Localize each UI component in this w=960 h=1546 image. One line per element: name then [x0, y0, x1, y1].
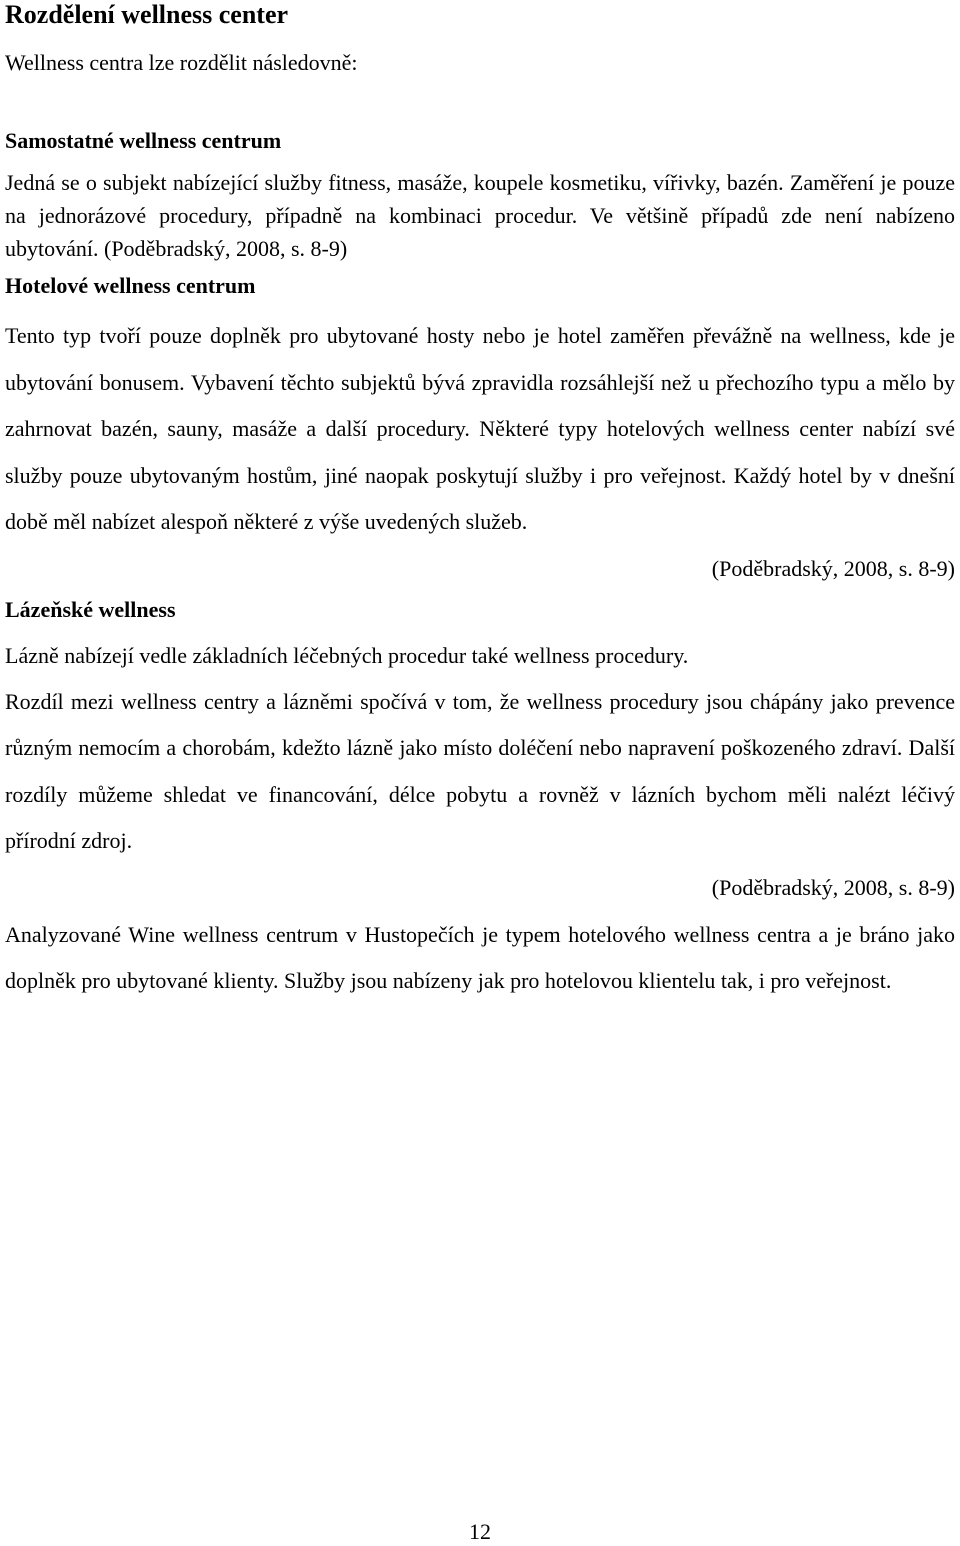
- section-title: Rozdělení wellness center: [5, 0, 289, 29]
- paragraph-spa-difference: Rozdíl mezi wellness centry a lázněmi spočívá v tom, že wellness procedury jsou chápány jako prevence různým nemocím a chorobám, kdežto lázně jako místo doléčení nebo napravení poškozeného zdraví. Další rozdíly můžeme shledat ve financování, délce pobytu a rovněž v lázních bychom měli nalézt léčivý přírodní zdroj.: [5, 688, 955, 853]
- spacer: [5, 78, 955, 126]
- heading-spa-wellness: Lázeňské wellness: [5, 596, 176, 622]
- paragraph-spa-intro: Lázně nabízejí vedle základních léčebných procedur také wellness procedury.: [5, 642, 689, 668]
- paragraph-conclusion: Analyzované Wine wellness centrum v Hustopečích je typem hotelového wellness centra a je bráno jako doplněk pro ubytované klienty. Služby jsou nabízeny jak pro hotelovou klientelu tak, i pro veřejnost.: [5, 921, 955, 993]
- heading-hotel-centre: Hotelové wellness centrum: [5, 273, 256, 298]
- page-number: 12: [469, 1519, 491, 1544]
- paragraph-hotel-centre: Tento typ tvoří pouze doplněk pro ubytované hosty nebo je hotel zaměřen převážně na wellness, kde je ubytování bonusem. Vybavení těchto subjektů bývá zpravidla rozsáhlejší než u přechozího typu a mělo by zahrnovat bazén, sauny, masáže a další procedury. Některé typy hotelových wellness center nabízí své služby pouze ubytovaným hostům, jiné naopak poskytují služby i pro veřejnost. Každý hotel by v dnešní době měl nabízet alespoň některé z výše uvedených služeb.: [5, 323, 955, 534]
- intro-text: Wellness centra lze rozdělit následovně:: [5, 50, 358, 75]
- citation-spa: (Poděbradský, 2008, s. 8-9): [711, 874, 955, 900]
- citation-hotel: (Poděbradský, 2008, s. 8-9): [711, 555, 955, 581]
- document-page: [5, 0, 955, 1005]
- paragraph-standalone-centre: Jedná se o subjekt nabízející služby fitness, masáže, koupele kosmetiku, vířivky, bazén. Zaměření je pouze na jednorázové procedury, případně na kombinaci procedur. Ve většině případů zde není nabízeno ubytování. (Poděbradský, 2008, s. 8-9): [5, 170, 955, 261]
- heading-standalone-centre: Samostatné wellness centrum: [5, 128, 282, 153]
